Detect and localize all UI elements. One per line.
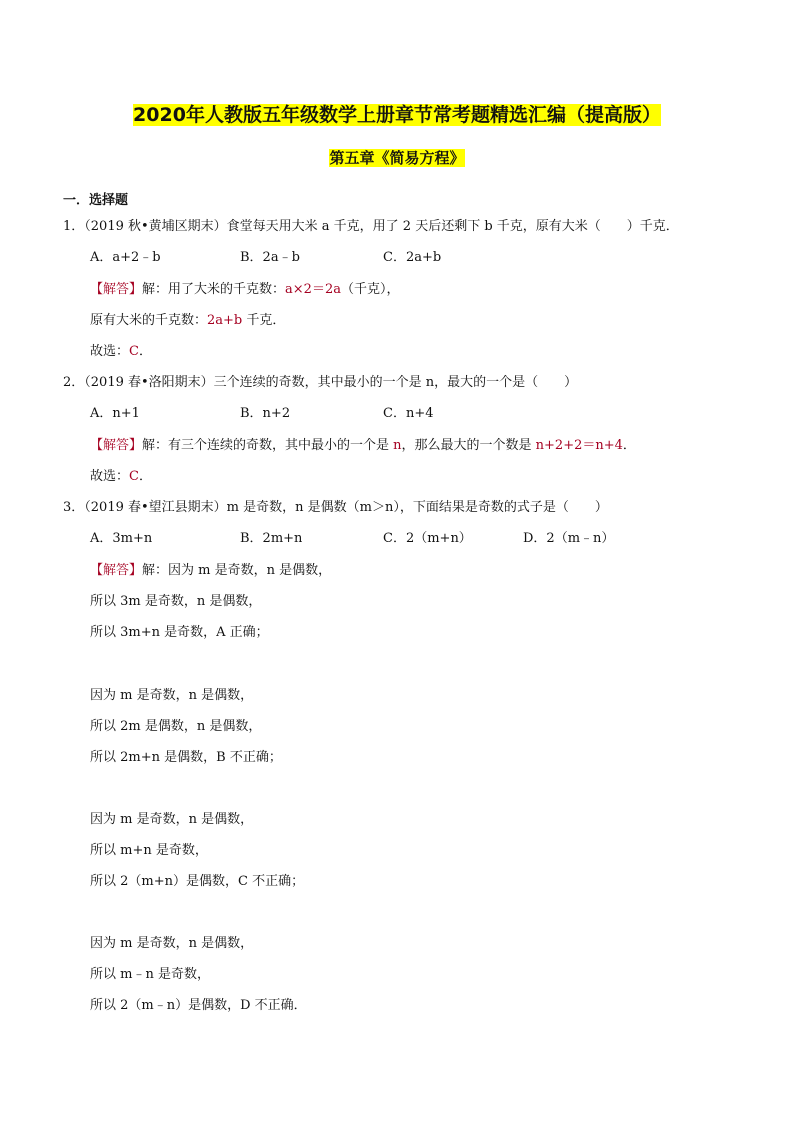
- q1-choice-line: [90, 343, 152, 361]
- q2-choice: C: [129, 469, 139, 484]
- q2-solution-line: [90, 437, 636, 455]
- q1-option-b: B．2a﹣b: [240, 250, 300, 265]
- q3-solution-line-3: 所以 3m+n 是奇数，A 正确；: [90, 625, 269, 640]
- q3-solution-line-11: 所以 m﹣n 是奇数，: [90, 967, 210, 982]
- title-text: 年人教版五年级数学上册章节常考题精选汇编（提高版）: [185, 104, 661, 126]
- question-1-stem: 1．（2019 秋•黄埔区期末）食堂每天用大米 a 千克，用了 2 天后还剩下 b 千克，原有大米（ ）千克．: [63, 219, 679, 234]
- title-highlight: [133, 104, 661, 126]
- choose-prefix: 故选：: [90, 469, 130, 484]
- q3-solution-line-6: 所以 2m+n 是偶数，B 不正确；: [90, 750, 282, 765]
- title-year: 2020: [133, 104, 186, 126]
- section-heading: 一．选择题: [63, 193, 129, 208]
- q2-option-b: B．n+2: [240, 406, 291, 421]
- q1-sol2-suffix: 千克．: [242, 313, 286, 328]
- q3-solution-line-8: 所以 m+n 是奇数，: [90, 843, 208, 858]
- q1-sol2-prefix: 原有大米的千克数：: [90, 313, 208, 328]
- q1-solution-line-1: [90, 281, 399, 299]
- q3-option-c: C．2（m+n）: [383, 531, 472, 546]
- q3-option-a: A．3m+n: [90, 531, 153, 546]
- q2-sol-n: n: [393, 438, 402, 453]
- choose-prefix: 故选：: [90, 344, 130, 359]
- q1-solution-line-2: [90, 312, 285, 330]
- q2-option-c: C．n+4: [383, 406, 434, 421]
- q2-sol-expr: n+2+2＝n+4: [535, 438, 623, 453]
- q3-option-d: D．2（m﹣n）: [523, 531, 615, 546]
- q2-option-a: A．n+1: [90, 406, 140, 421]
- q1-sol1-suffix: （千克），: [340, 282, 400, 297]
- q3-solution-line-12: 所以 2（m﹣n）是偶数，D 不正确．: [90, 998, 307, 1013]
- q2-sol-end: ．: [622, 438, 636, 453]
- q2-sol-b: ，那么最大的一个数是: [401, 438, 536, 453]
- subtitle-text: 第五章《简易方程》: [329, 149, 465, 167]
- choose-suffix: ．: [138, 344, 152, 359]
- q3-solution-line-5: 所以 2m 是偶数，n 是偶数，: [90, 719, 262, 734]
- q3-solution-line-10: 因为 m 是奇数，n 是偶数，: [90, 936, 254, 951]
- page-title: [0, 101, 794, 129]
- q1-option-c: C．2a+b: [383, 250, 442, 265]
- q3-solution-line-2: 所以 3m 是奇数，n 是偶数，: [90, 594, 262, 609]
- q3-line: 解：因为 m 是奇数，n 是偶数，: [142, 563, 332, 578]
- q2-sol-a: 解：有三个连续的奇数，其中最小的一个是: [142, 438, 394, 453]
- q2-choice-line: [90, 468, 152, 486]
- q1-choice: C: [129, 344, 139, 359]
- question-2-stem: 2．（2019 春•洛阳期末）三个连续的奇数，其中最小的一个是 n，最大的一个是（ ）: [63, 375, 578, 390]
- q1-option-a: A．a+2﹣b: [90, 250, 161, 265]
- q3-solution-line-9: 所以 2（m+n）是偶数，C 不正确；: [90, 874, 305, 889]
- answer-tag: 【解答】: [90, 563, 143, 578]
- answer-tag: 【解答】: [90, 438, 143, 453]
- choose-suffix: ．: [138, 469, 152, 484]
- q3-solution-line-1: [90, 562, 331, 580]
- chapter-subtitle: [0, 146, 794, 170]
- q1-sol1-expr: a×2＝2a: [285, 282, 341, 297]
- question-3-stem: 3．（2019 春•望江县期末）m 是奇数，n 是偶数（m＞n），下面结果是奇数的式子是（ ）: [63, 500, 608, 515]
- q3-solution-line-4: 因为 m 是奇数，n 是偶数，: [90, 688, 254, 703]
- q1-sol1-prefix: 解：用了大米的千克数：: [142, 282, 286, 297]
- q3-solution-line-7: 因为 m 是奇数，n 是偶数，: [90, 812, 254, 827]
- q3-option-b: B．2m+n: [240, 531, 303, 546]
- answer-tag: 【解答】: [90, 282, 143, 297]
- q1-sol2-expr: 2a+b: [207, 313, 243, 328]
